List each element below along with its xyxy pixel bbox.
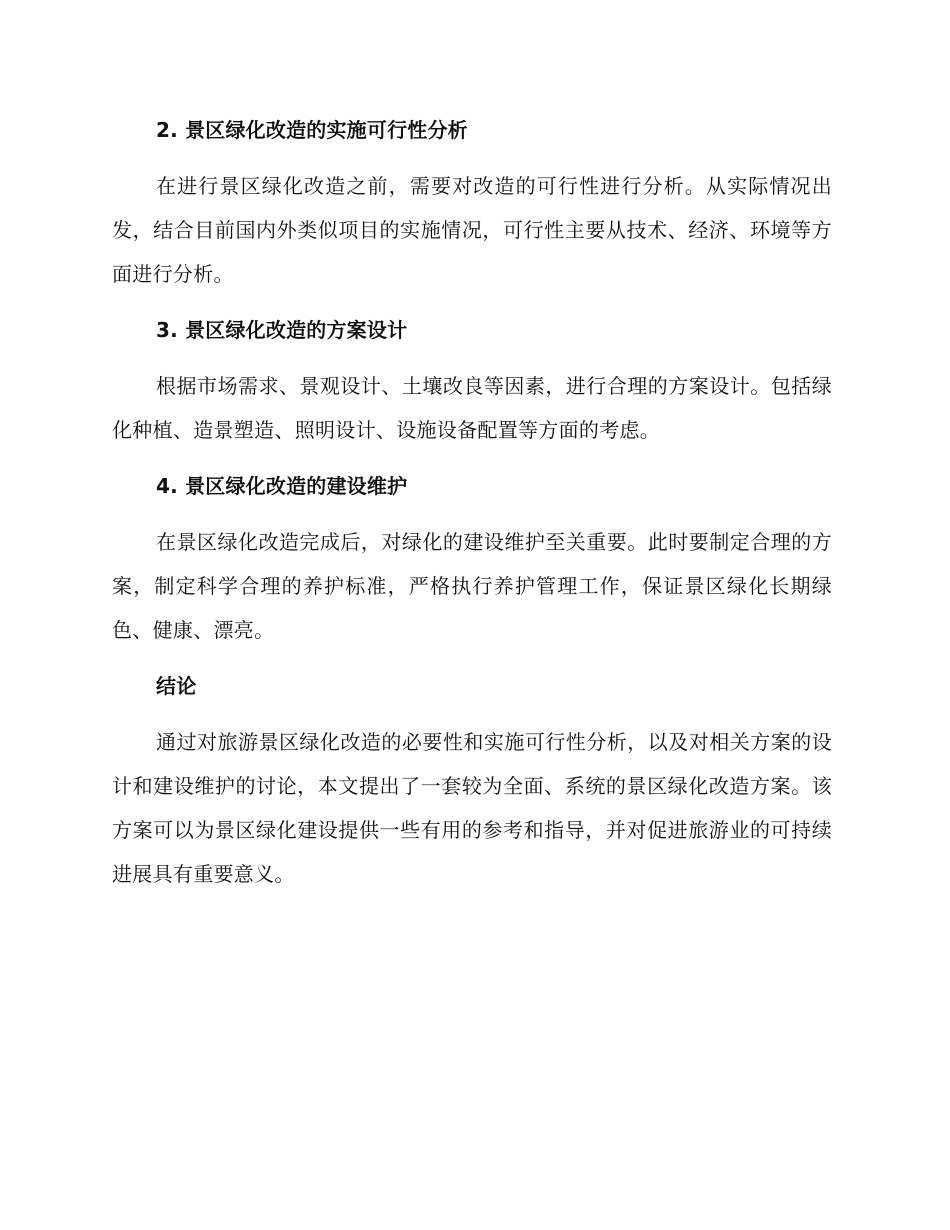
document-body [112, 108, 832, 896]
section-heading-design: 3. 景区绿化改造的方案设计 [156, 318, 408, 342]
section-heading-conclusion: 结论 [156, 674, 197, 698]
section-heading-maintenance: 4. 景区绿化改造的建设维护 [156, 474, 408, 498]
section-paragraph-maintenance: 在景区绿化改造完成后，对绿化的建设维护至关重要。此时要制定合理的方案，制定科学合理的养护标准，严格执行养护管理工作，保证景区绿化长期绿色、健康、漂亮。 [112, 530, 832, 642]
section-paragraph-design: 根据市场需求、景观设计、土壤改良等因素，进行合理的方案设计。包括绿化种植、造景塑造、照明设计、设施设备配置等方面的考虑。 [112, 374, 832, 442]
section-paragraph-conclusion: 通过对旅游景区绿化改造的必要性和实施可行性分析，以及对相关方案的设计和建设维护的讨论，本文提出了一套较为全面、系统的景区绿化改造方案。该方案可以为景区绿化建设提供一些有用的参考和指导，并对促进旅游业的可持续进展具有重要意义。 [112, 730, 832, 886]
section-paragraph-feasibility: 在进行景区绿化改造之前，需要对改造的可行性进行分析。从实际情况出发，结合目前国内外类似项目的实施情况，可行性主要从技术、经济、环境等方面进行分析。 [112, 174, 832, 286]
section-heading-feasibility: 2. 景区绿化改造的实施可行性分析 [156, 118, 468, 142]
